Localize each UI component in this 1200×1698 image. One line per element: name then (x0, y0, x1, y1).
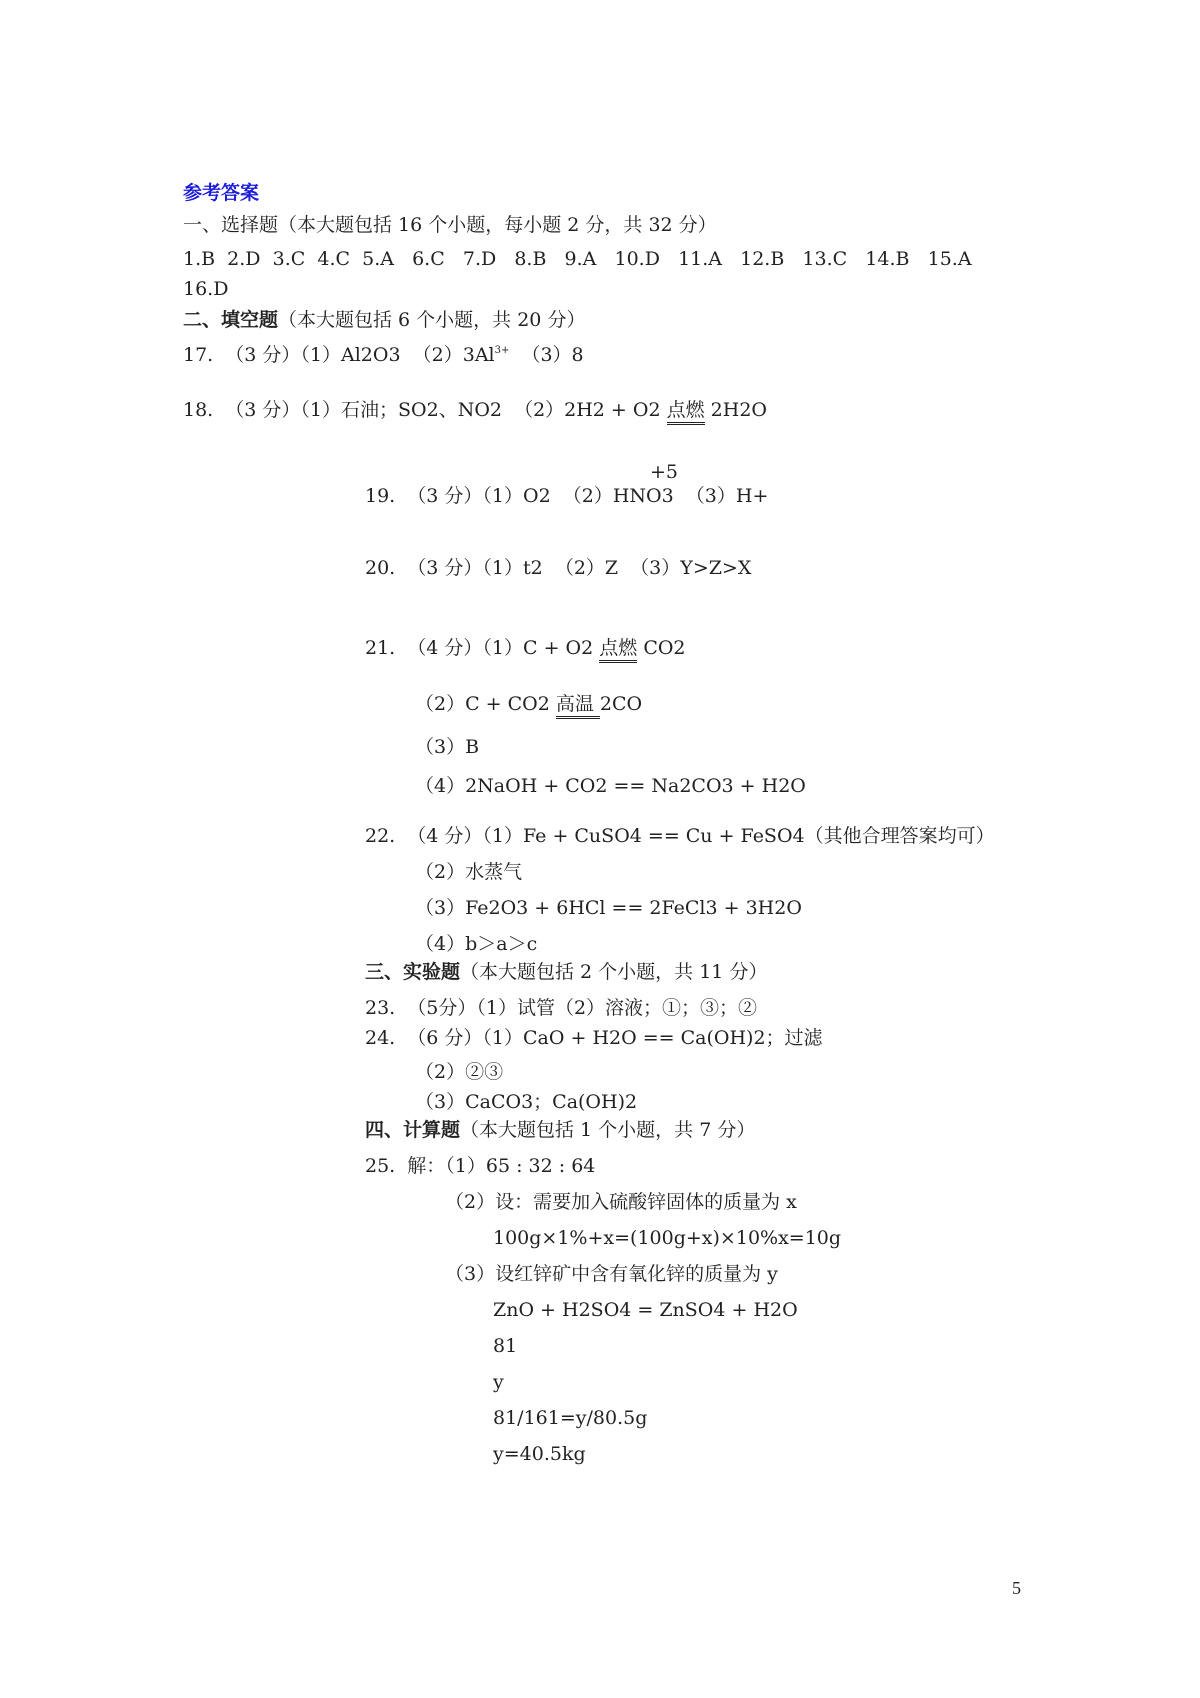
section2-heading-rest: （本大题包括 6 个小题，共 20 分） (278, 309, 586, 331)
q21-line3: （3）B (415, 736, 480, 758)
q18-answer (183, 398, 767, 422)
q19-valence: +5 (650, 461, 679, 483)
section4-heading (365, 1118, 755, 1142)
section3-heading-rest: （本大题包括 2 个小题，共 11 分） (460, 961, 768, 983)
q22-line4: （4）b＞a＞c (415, 933, 538, 955)
section3-heading (365, 960, 767, 984)
q19-answer: 19. （3 分）（1）O2 （2）HNO3 （3）H+ (365, 485, 769, 507)
q21-l2-text: （2）C + CO2 (415, 693, 556, 715)
q21-l1-condition: 点燃 (599, 637, 637, 663)
q22-line3: （3）Fe2O3 + 6HCl == 2FeCl3 + 3H2O (415, 897, 802, 919)
section4-heading-rest: （本大题包括 1 个小题，共 7 分） (460, 1119, 756, 1141)
q24-line2: （2）②③ (415, 1061, 504, 1083)
q25-line4: （3）设红锌矿中含有氧化锌的质量为 y (445, 1263, 778, 1285)
q25-line3: 100g×1%+x=(100g+x)×10%x=10g (493, 1227, 842, 1249)
q25-line9: y=40.5kg (493, 1443, 586, 1465)
q18-condition: 点燃 (667, 399, 705, 425)
section2-heading-bold: 二、填空题 (183, 309, 279, 331)
q23-answer: 23. （5分）（1）试管（2）溶液；①；③；② (365, 997, 758, 1019)
q25-line6: 81 (493, 1335, 518, 1357)
q17-answer (183, 343, 584, 367)
q22-line2: （2）水蒸气 (415, 861, 523, 883)
q18-after: 2H2O (704, 399, 767, 421)
page-number: 5 (1012, 1578, 1021, 1598)
q17-after: （3）8 (509, 344, 584, 366)
section4-heading-bold: 四、计算题 (365, 1119, 461, 1141)
section2-heading (183, 308, 585, 332)
q21-line1 (365, 636, 686, 660)
q22-line1: 22. （4 分）（1）Fe + CuSO4 == Cu + FeSO4（其他合理答案均可） (365, 825, 995, 847)
q17-text: 17. （3 分）（1）Al2O3 （2）3Al (183, 344, 495, 366)
q25-line1: 25. 解：（1）65 : 32 : 64 (365, 1155, 596, 1177)
q24-line1: 24. （6 分）（1）CaO + H2O == Ca(OH)2；过滤 (365, 1027, 823, 1049)
q25-line8: 81/161=y/80.5g (493, 1407, 648, 1429)
q25-line2: （2）设：需要加入硫酸锌固体的质量为 x (445, 1191, 797, 1213)
q20-answer: 20. （3 分）（1）t2 （2）Z （3）Y>Z>X (365, 557, 752, 579)
q21-line4: （4）2NaOH + CO2 == Na2CO3 + H2O (415, 775, 806, 797)
q25-line7: y (493, 1371, 504, 1393)
q24-line3: （3）CaCO3；Ca(OH)2 (415, 1091, 638, 1113)
q21-l1-text: 21. （4 分）（1）C + O2 (365, 637, 600, 659)
q21-l2-condition: 高温 (556, 693, 600, 719)
q21-l2-after: 2CO (599, 693, 643, 715)
section3-heading-bold: 三、实验题 (365, 961, 461, 983)
page-title: 参考答案 (183, 182, 260, 204)
q21-line2 (415, 692, 642, 716)
section1-answers-line1: 1.B 2.D 3.C 4.C 5.A 6.C 7.D 8.B 9.A 10.D 11.A 12.B 13.C 14.B 15.A (183, 248, 972, 270)
section1-heading: 一、选择题（本大题包括 16 个小题，每小题 2 分，共 32 分） (183, 214, 717, 236)
section1-answers-line2: 16.D (183, 278, 229, 300)
q18-text: 18. （3 分）（1）石油；SO2、NO2 （2）2H2 + O2 (183, 399, 667, 421)
q21-l1-after: CO2 (637, 637, 686, 659)
q25-line5: ZnO + H2SO4 = ZnSO4 + H2O (493, 1299, 798, 1321)
q17-superscript: 3+ (494, 345, 510, 356)
